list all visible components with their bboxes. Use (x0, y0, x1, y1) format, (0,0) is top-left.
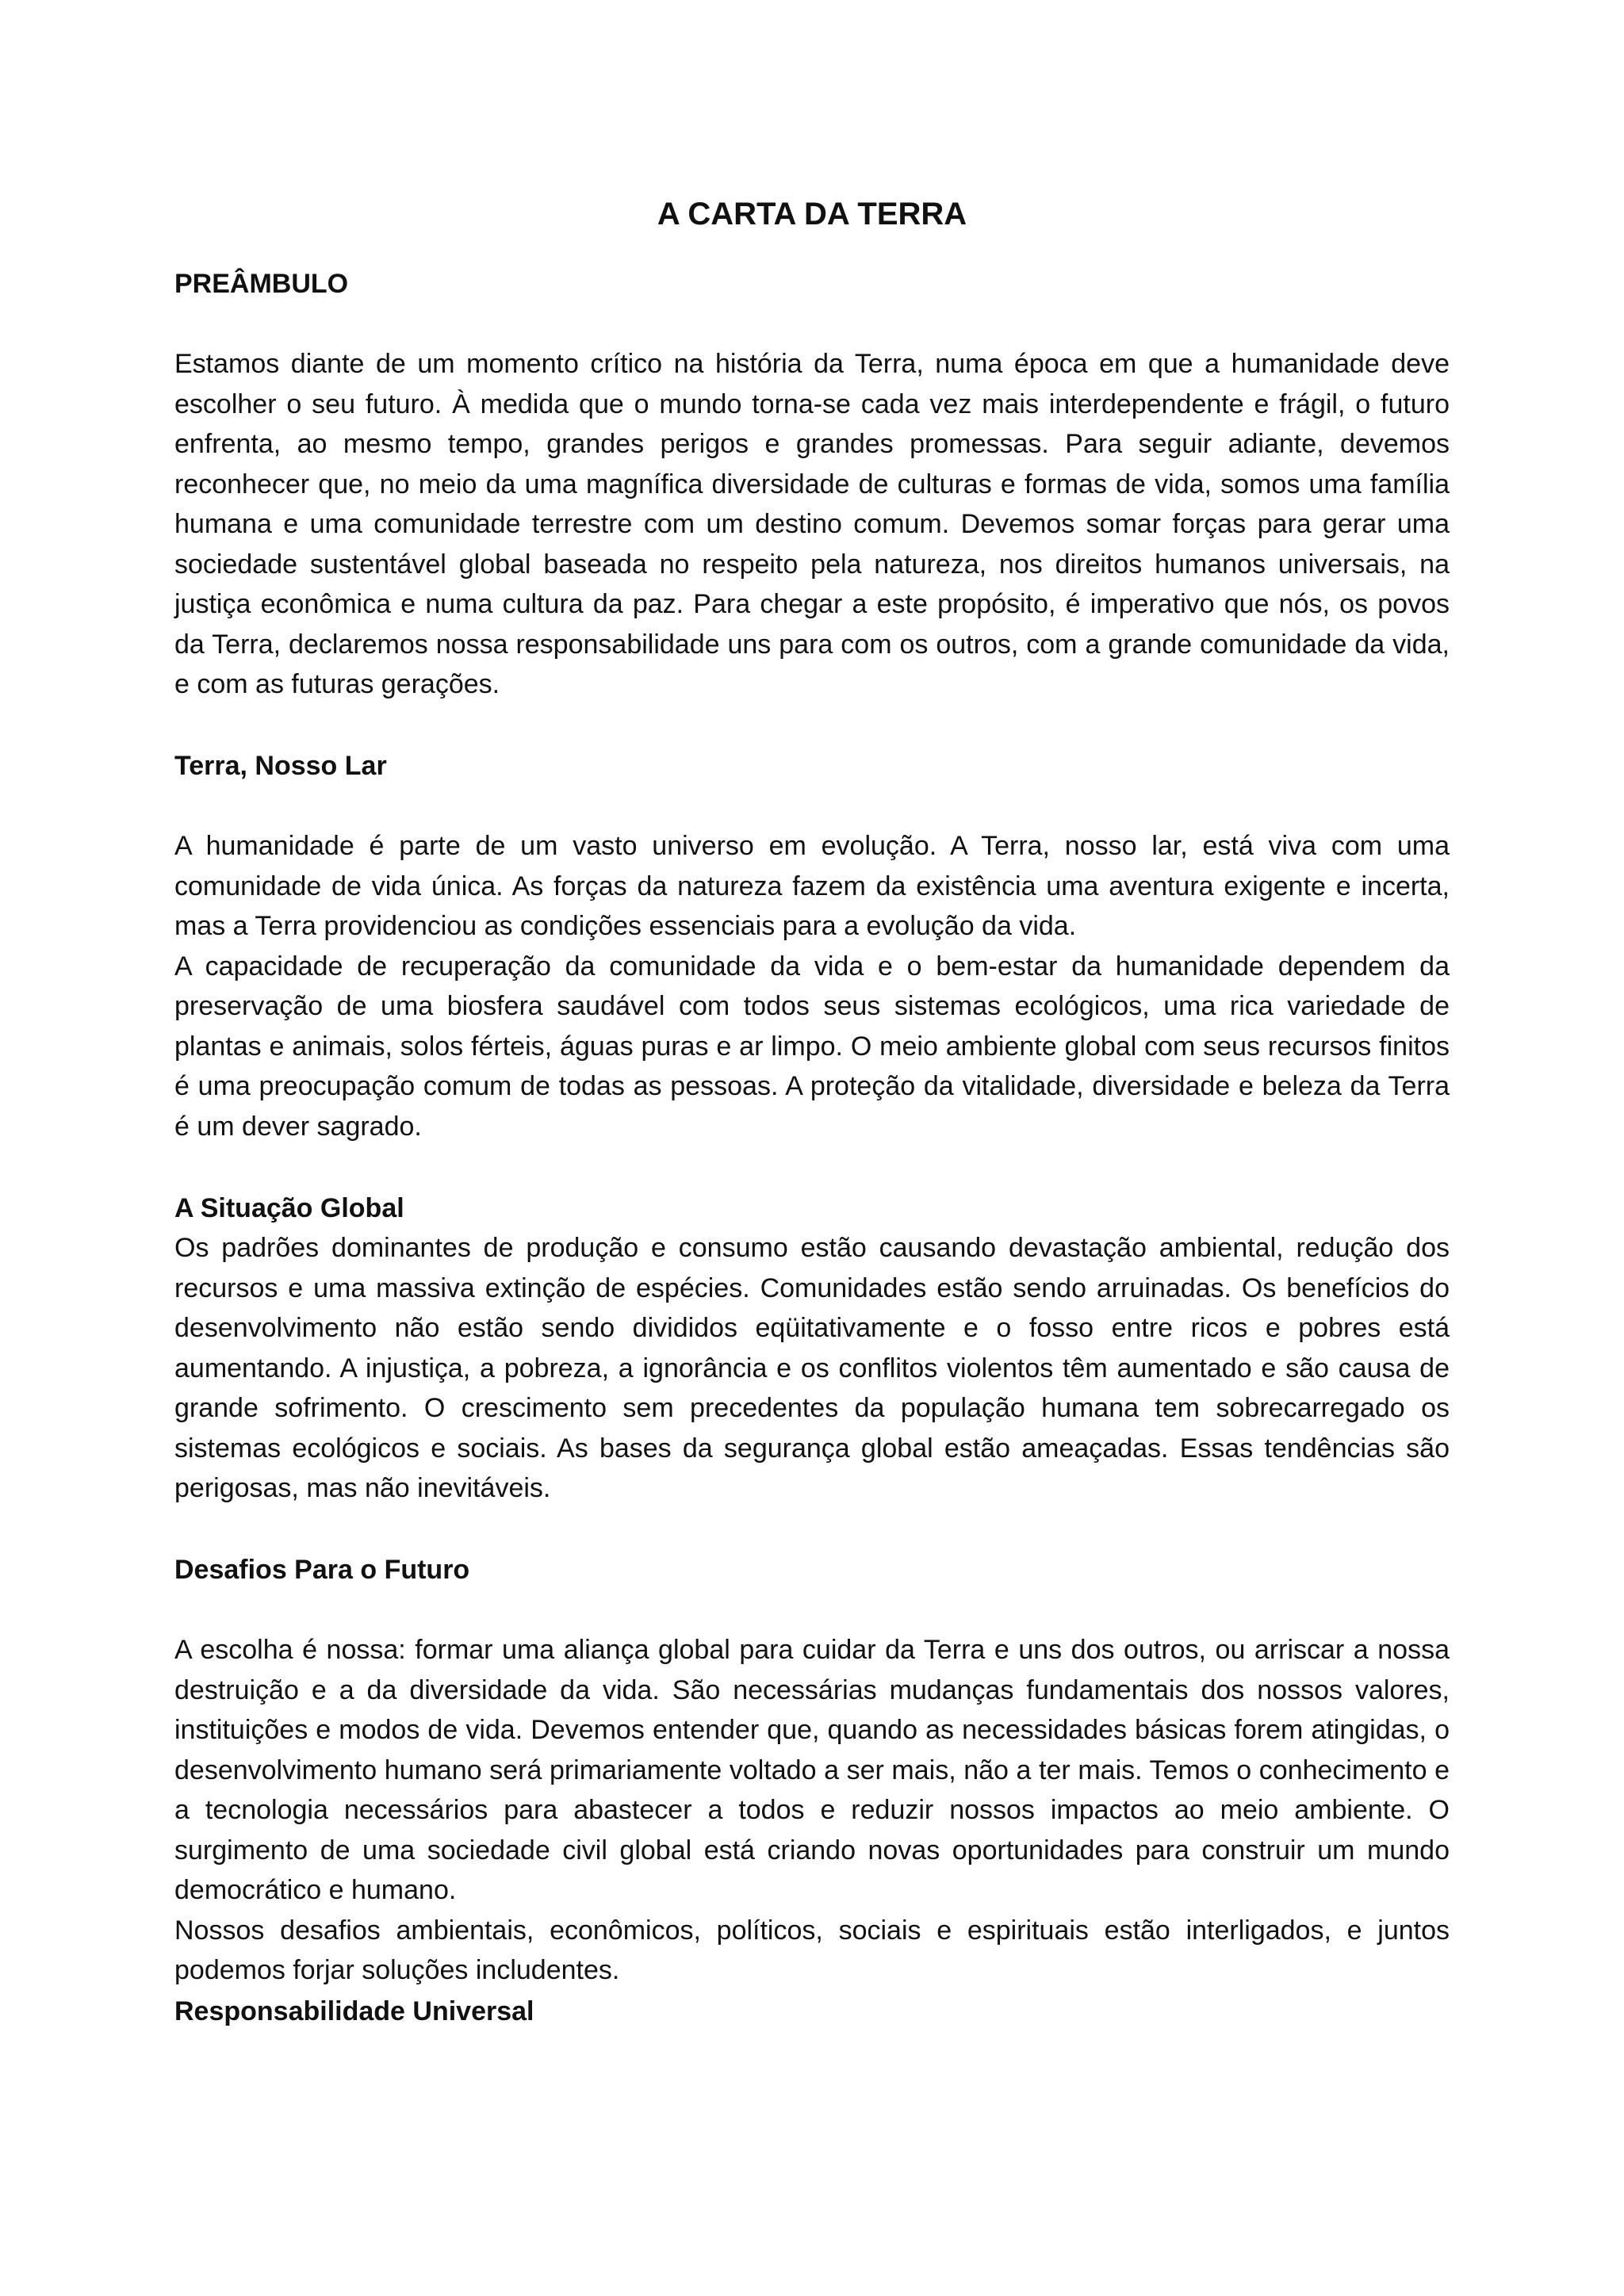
section-heading: Responsabilidade Universal (174, 1996, 534, 2026)
section-terra-nosso-lar (174, 746, 1450, 786)
document-title: A CARTA DA TERRA (657, 196, 967, 232)
section-heading: Terra, Nosso Lar (174, 751, 387, 781)
paragraph: A humanidade é parte de um vasto universo em evolução. A Terra, nosso lar, está viva com uma comunidade de vida única. As forças da natureza fazem da existência uma aventura exigente e incerta, mas a Terra providenciou as condições essenciais para a evolução da vida. (174, 831, 1450, 941)
section-heading: A Situação Global (174, 1193, 404, 1223)
paragraph: Os padrões dominantes de produção e consumo estão causando devastação ambiental, redução dos recursos e uma massiva extinção de espécies. Comunidades estão sendo arruinadas. Os benefícios do desenvolvimento não estão sendo divididos eqüitativamente e o fosso entre ricos e pobres está aumentando. A injustiça, a pobreza, a ignorância e os conflitos violentos têm aumentado e são causa de grande sofrimento. O crescimento sem precedentes da população humana tem sobrecarregado os sistemas ecológicos e sociais. As bases da segurança global estão ameaçadas. Essas tendências são perigosas, mas não inevitáveis. (174, 1233, 1450, 1503)
section-preambulo (174, 264, 1450, 304)
section-situacao-global (174, 1188, 1450, 1509)
section-preambulo-body (174, 344, 1450, 705)
section-desafios-futuro (174, 1550, 1450, 1590)
paragraph: Nossos desafios ambientais, econômicos, políticos, sociais e espirituais estão interligados, e juntos podemos forjar soluções includentes. (174, 1915, 1450, 1985)
section-terra-nosso-lar-body (174, 826, 1450, 1146)
section-responsabilidade-universal (174, 1992, 1450, 2031)
paragraph: Estamos diante de um momento crítico na história da Terra, numa época em que a humanidade deve escolher o seu futuro. À medida que o mundo torna-se cada vez mais interdependente e frágil, o futuro enfrenta, ao mesmo tempo, grandes perigos e grandes promessas. Para seguir adiante, devemos reconhecer que, no meio da uma magnífica diversidade de culturas e formas de vida, somos uma família humana e uma comunidade terrestre com um destino comum. Devemos somar forças para gerar uma sociedade sustentável global baseada no respeito pela natureza, nos direitos humanos universais, na justiça econômica e numa cultura da paz. Para chegar a este propósito, é imperativo que nós, os povos da Terra, declaremos nossa responsabilidade uns para com os outros, com a grande comunidade da vida, e com as futuras gerações. (174, 349, 1450, 699)
section-heading: Desafios Para o Futuro (174, 1555, 470, 1585)
paragraph: A escolha é nossa: formar uma aliança global para cuidar da Terra e uns dos outros, ou arriscar a nossa destruição e a da diversidade da vida. São necessárias mudanças fundamentais dos nossos valores, instituições e modos de vida. Devemos entender que, quando as necessidades básicas forem atingidas, o desenvolvimento humano será primariamente voltado a ser mais, não a ter mais. Temos o conhecimento e a tecnologia necessários para abastecer a todos e reduzir nossos impactos ao meio ambiente. O surgimento de uma sociedade civil global está criando novas oportunidades para construir um mundo democrático e humano. (174, 1635, 1450, 1905)
section-heading: PREÂMBULO (174, 269, 349, 299)
section-desafios-futuro-body (174, 1630, 1450, 1991)
paragraph: A capacidade de recuperação da comunidade da vida e o bem-estar da humanidade dependem da preservação de uma biosfera saudável com todos seus sistemas ecológicos, uma rica variedade de plantas e animais, solos férteis, águas puras e ar limpo. O meio ambiente global com seus recursos finitos é uma preocupação comum de todas as pessoas. A proteção da vitalidade, diversidade e beleza da Terra é um dever sagrado. (174, 951, 1450, 1142)
